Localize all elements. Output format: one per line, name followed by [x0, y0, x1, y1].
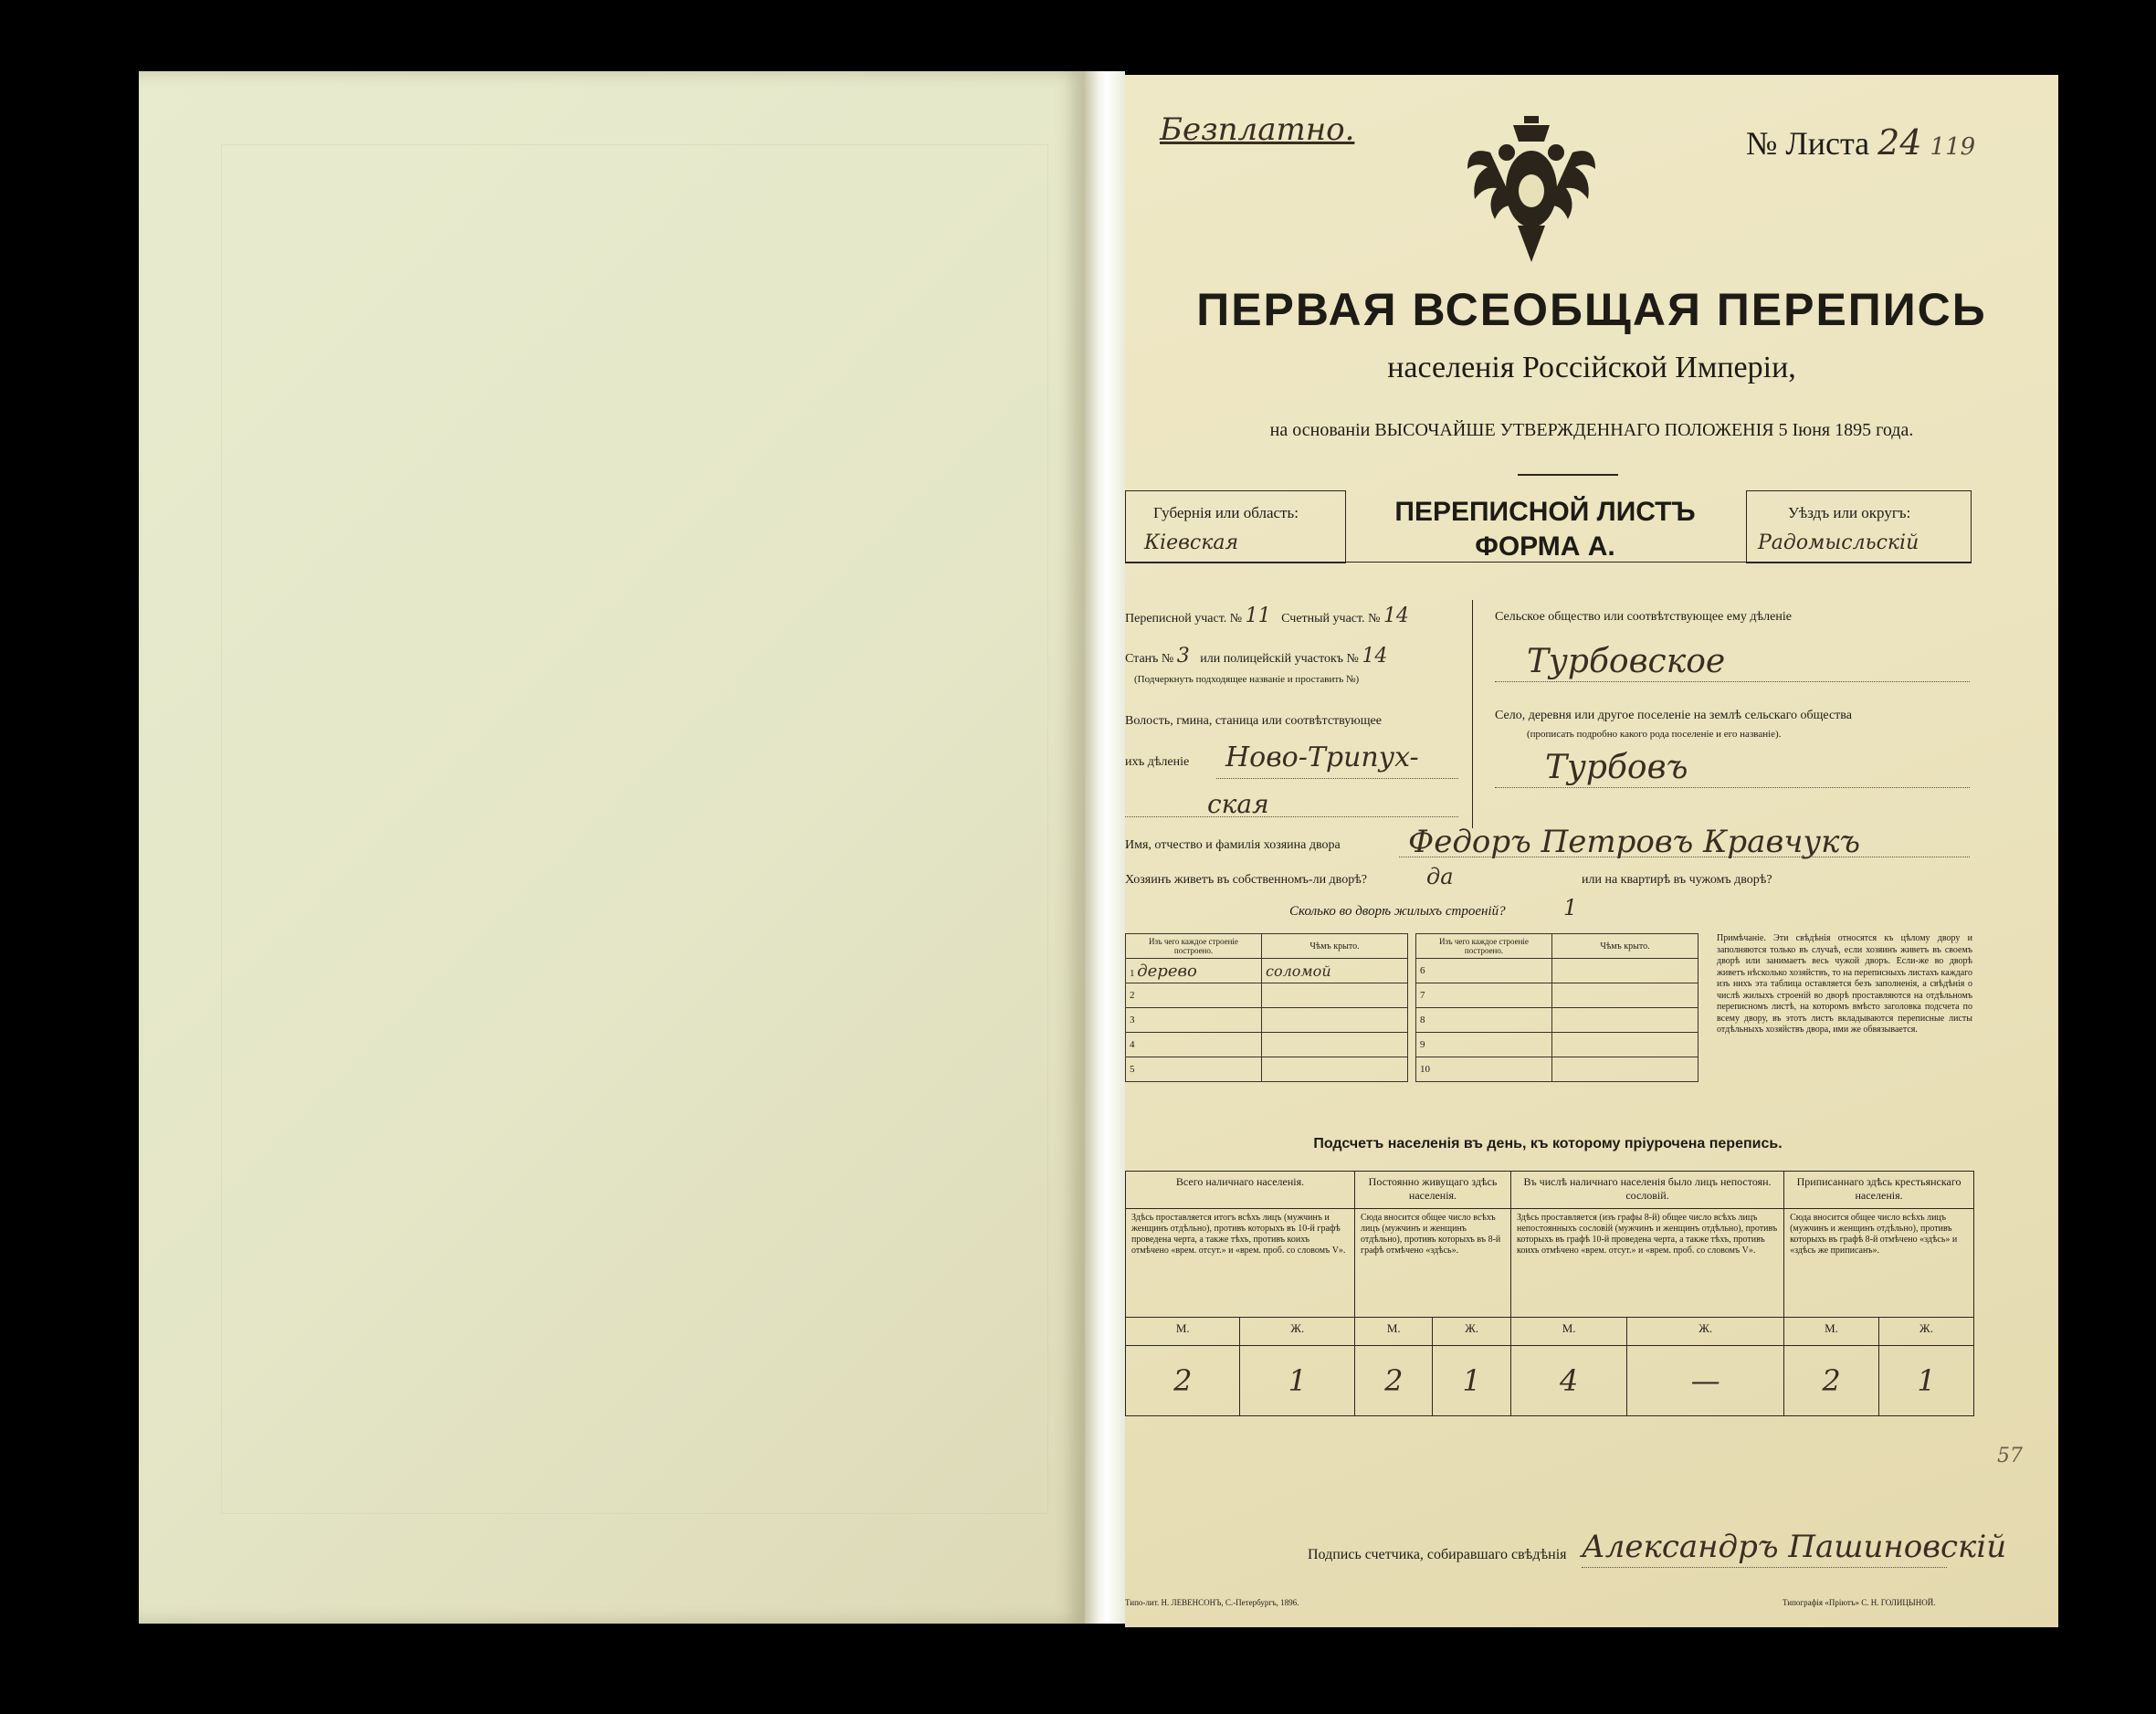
table-row: 3	[1126, 1008, 1408, 1033]
own-yard-label: Хозяинъ живетъ въ собственномъ-ли дворѣ?	[1125, 873, 1368, 887]
village-value: Турбовъ	[1545, 749, 1688, 786]
col-head-nonpermanent: Въ числѣ наличнаго населенія было лицъ непостоян. сословій.	[1510, 1172, 1783, 1209]
buildings-label: Сколько во дворѣ жилыхъ строеній?	[1289, 904, 1506, 919]
signature-line	[1582, 1567, 1947, 1568]
peasant-f: 1	[1879, 1346, 1974, 1416]
population-table	[1125, 1171, 1974, 1416]
sheet-no-label: № Листа	[1746, 125, 1870, 162]
census-form-page	[1125, 75, 2058, 1627]
sheet-no-extra: 119	[1930, 133, 1976, 161]
volost-label: Волость, гмина, станица или соотвѣтствующее	[1125, 714, 1382, 728]
count-area-label: Счетный участ. №	[1281, 612, 1381, 626]
roof-header: Чѣмъ крыто.	[1262, 934, 1408, 959]
census-area-row	[1125, 605, 1463, 627]
table-row: 8	[1416, 1008, 1699, 1033]
owner-value: Федоръ Петровъ Кравчукъ	[1408, 824, 1861, 860]
population-title: Подсчетъ населенія въ день, къ которому пріурочена перепись.	[1313, 1136, 1783, 1151]
imperial-eagle-emblem	[1463, 116, 1600, 267]
province-value: Кiевская	[1144, 531, 1239, 554]
free-label: Безплатно.	[1160, 111, 1355, 148]
table-row: 4	[1126, 1033, 1408, 1057]
sheet-no-value: 24	[1877, 122, 1922, 163]
book-gutter	[1085, 71, 1125, 1624]
volost-label-2: ихъ дѣленіе	[1125, 755, 1190, 769]
buildings-header-row	[1126, 934, 1408, 959]
buildings-value: 1	[1563, 895, 1578, 920]
district-box	[1746, 490, 1972, 563]
peasant-m: 2	[1784, 1346, 1879, 1416]
form-title-line1: ПЕРЕПИСНОЙ ЛИСТЪ	[1394, 497, 1696, 527]
table-row: 7	[1416, 983, 1699, 1008]
form-subtitle: населенія Россійской Имперіи,	[1387, 351, 1796, 384]
volost-line	[1216, 778, 1458, 779]
society-value: Турбовское	[1527, 643, 1726, 680]
col-head-resident: Постоянно живущаго здѣсь населенія.	[1355, 1172, 1511, 1209]
volost-value-2: ская	[1207, 789, 1269, 819]
census-area-value: 11	[1245, 605, 1271, 627]
rented-label: или на квартирѣ въ чужомъ дворѣ?	[1582, 873, 1772, 887]
col-head-total: Всего наличнаго населенія.	[1126, 1172, 1355, 1209]
resident-f: 1	[1433, 1346, 1510, 1416]
total-f: 1	[1240, 1346, 1355, 1416]
owner-label: Имя, отчество и фамилія хозяина двора	[1125, 838, 1341, 852]
imprint-right: Типографія «Пріютъ» С. Н. ГОЛИЦЫНОЙ.	[1783, 1598, 1936, 1607]
police-area-label: или полицейскій участокъ №	[1200, 652, 1359, 666]
village-note: (прописать подробно какого рода поселеніе и его названіе).	[1527, 729, 1782, 740]
material-header: Изъ чего каждое строеніе построено.	[1126, 934, 1262, 959]
sheet-number	[1746, 122, 1975, 163]
col-desc-resident: Сюда вносится общее число всѣхъ лицъ (мужчинъ и женщинъ отдѣльно), противъ которыхъ въ 8-й графѣ отмѣчено «здѣсь».	[1355, 1209, 1511, 1318]
signature-label: Подпись счетчика, собиравшаго свѣдѣнія	[1308, 1547, 1567, 1562]
nonpermanent-f: —	[1627, 1346, 1784, 1416]
table-row: 9	[1416, 1033, 1699, 1057]
village-line	[1495, 787, 1970, 788]
own-yard-value: да	[1426, 864, 1454, 889]
buildings-table-right	[1415, 933, 1699, 1082]
left-blank-page	[139, 71, 1085, 1624]
table-row: 5	[1126, 1057, 1408, 1082]
col-desc-nonpermanent: Здѣсь проставляется (изъ графы 8-й) общее число всѣхъ лицъ непостоянныхъ сословій (мужчинъ и женщинъ отдѣльно), противъ которыхъ въ графѣ 10-й проведена черта, а также тѣхъ, противъ коихъ отмѣчено «врем. отсут.» и «врем. проб. со словомъ V».	[1510, 1209, 1783, 1318]
volost-line-2	[1125, 816, 1458, 817]
society-line	[1495, 681, 1970, 682]
district-label: Уѣздъ или округъ:	[1788, 504, 1911, 521]
district-value: Радомысльскiй	[1758, 531, 1919, 554]
col-desc-peasant: Сюда вносится общее число всѣхъ лицъ (мужчинъ и женщинъ отдѣльно), противъ которыхъ въ графѣ 8-й отмѣчено «здѣсь» и «здѣсь же приписанъ».	[1784, 1209, 1974, 1318]
fields-divider	[1472, 600, 1473, 828]
population-head-row	[1126, 1172, 1974, 1209]
buildings-header-row	[1416, 934, 1699, 959]
camp-label: Станъ №	[1125, 652, 1174, 666]
roof-header: Чѣмъ крыто.	[1552, 934, 1699, 959]
table-row: 2	[1126, 983, 1408, 1008]
police-area-value: 14	[1362, 645, 1388, 668]
count-area-value: 14	[1383, 605, 1409, 627]
resident-m: 2	[1355, 1346, 1433, 1416]
population-desc-row	[1126, 1209, 1974, 1318]
form-title-line2: ФОРМА А.	[1475, 531, 1615, 562]
camp-value: 3	[1176, 645, 1190, 668]
population-value-row	[1126, 1346, 1974, 1416]
province-label: Губернія или область:	[1153, 504, 1299, 521]
margin-note: 57	[1997, 1445, 2023, 1467]
col-desc-total: Здѣсь проставляется итогъ всѣхъ лицъ (мужчинъ и женщинъ отдѣльно), противъ которыхъ въ 10-й графѣ проведена черта, а также тѣхъ, противъ коихъ отмѣчено «врем. отсут.» и «врем. проб. со словомъ V».	[1126, 1209, 1355, 1318]
buildings-note: Примѣчаніе. Эти свѣдѣнія относятся къ цѣлому двору и заполняются только въ случаѣ, если хозяинъ живетъ въ своемъ дворѣ или занимаетъ весь чужой дворъ. Если-же во дворѣ живетъ нѣсколько хозяйствъ, то на переписныхъ листахъ каждаго изъ нихъ эта таблица оставляется безъ заполненія, а свѣдѣнія о числѣ жилыхъ строеній во дворѣ проставляются на отдѣльномъ переписномъ листѣ, на которомъ вмѣсто заголовка подсчета по всему двору, въ этотъ листъ вкладываются переписные листы отдѣльныхъ хозяйствъ двора, ими же обвязывается.	[1717, 933, 1972, 1035]
nonpermanent-m: 4	[1510, 1346, 1626, 1416]
imprint-left: Типо-лит. Н. ЛЕВЕНСОНЪ, С.-Петербургъ, 1896.	[1125, 1598, 1299, 1607]
population-sex-row: М. Ж. М. Ж. М. Ж. М. Ж.	[1126, 1318, 1974, 1346]
material-header: Изъ чего каждое строеніе построено.	[1416, 934, 1552, 959]
camp-note: (Подчеркнуть подходящее названіе и проставить №)	[1134, 674, 1360, 685]
form-basis-line: на основаніи ВЫСОЧАЙШЕ УТВЕРЖДЕННАГО ПОЛОЖЕНІЯ 5 Іюня 1895 года.	[1269, 420, 1914, 440]
form-box-bottom-rule	[1125, 562, 1971, 563]
page-show-through	[221, 144, 1048, 1514]
buildings-table-left	[1125, 933, 1408, 1082]
society-label: Сельское общество или соотвѣтствующее ему дѣленіе	[1495, 610, 1792, 624]
village-label: Село, деревня или другое поселеніе на землѣ сельскаго общества	[1495, 709, 1852, 722]
volost-value: Ново-Трипуx-	[1225, 741, 1419, 773]
col-head-peasant: Приписаннаго здѣсь крестьянскаго населенія.	[1784, 1172, 1974, 1209]
table-row: 1 дерево соломой	[1126, 959, 1408, 983]
total-m: 2	[1126, 1346, 1240, 1416]
census-area-label: Переписной участ. №	[1125, 612, 1243, 626]
table-row: 10	[1416, 1057, 1699, 1082]
title-ornament-divider	[1518, 474, 1618, 476]
form-main-title: ПЕРВАЯ ВСЕОБЩАЯ ПЕРЕПИСЬ	[1196, 284, 1987, 335]
camp-row	[1125, 645, 1463, 668]
signature-value: Александръ Пашиновскiй	[1582, 1529, 2007, 1565]
province-box	[1125, 490, 1346, 563]
table-row: 6	[1416, 959, 1699, 983]
